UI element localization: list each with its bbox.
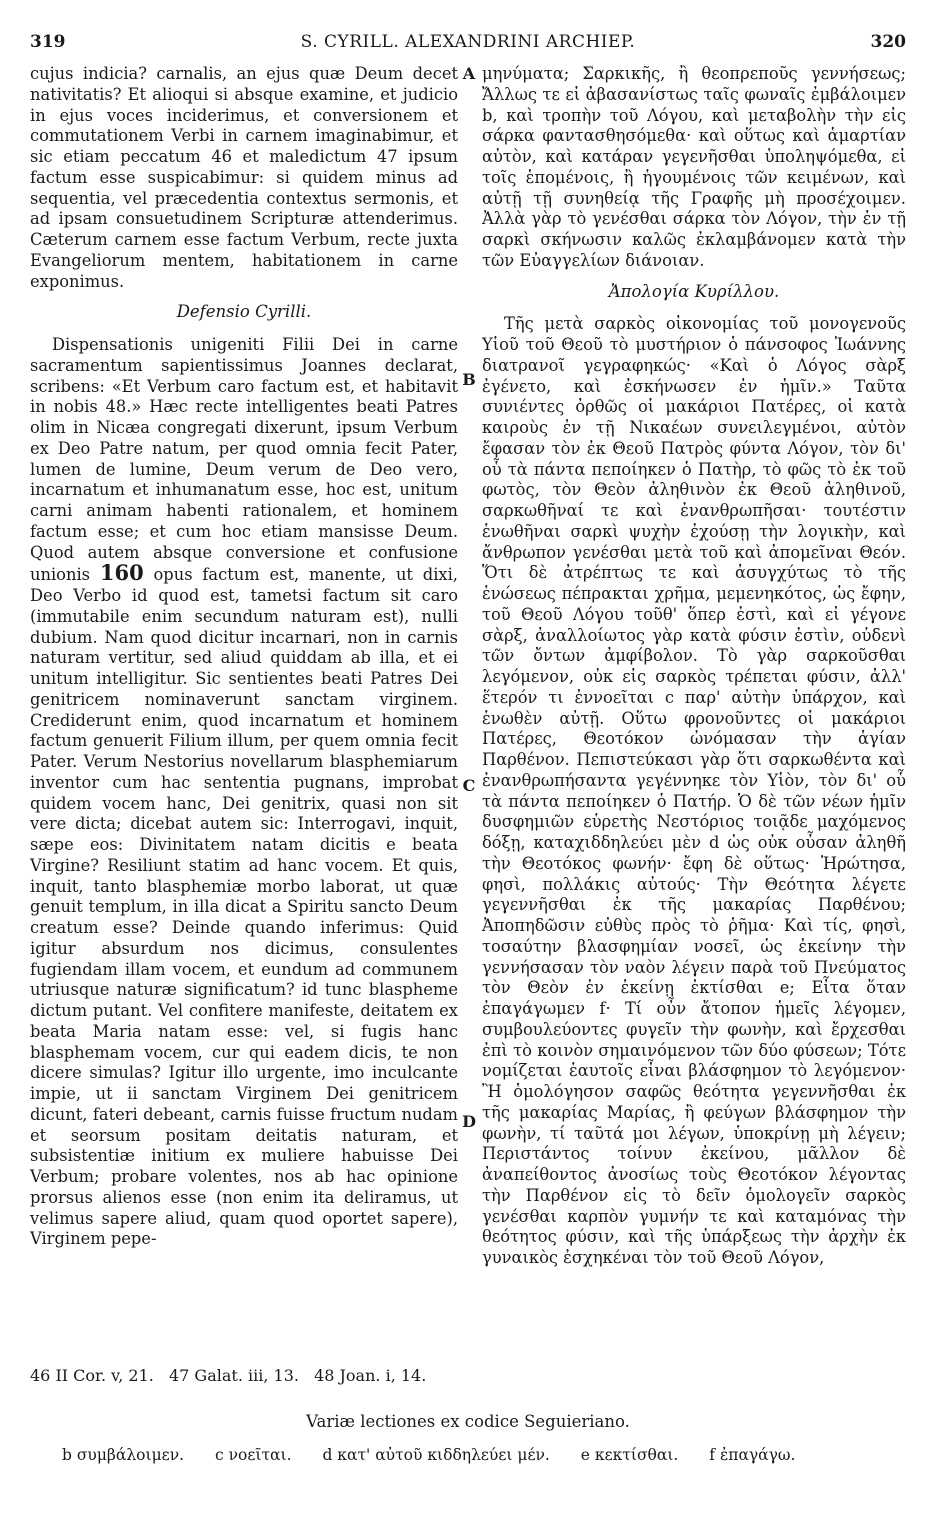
page-number-right: 320 — [870, 32, 906, 52]
section-marker-a: A — [462, 64, 476, 83]
greek-paragraph-2: Τῆς μετὰ σαρκὸς οἰκονομίας τοῦ μονογενοῦς Υἱοῦ τοῦ Θεοῦ τὸ μυστήριον ὁ πάνσοφος Ἰωάννης διατρανοῖ γεγραφηκώς· «Καὶ ὁ Λόγος σὰρξ ἐγένετο, καὶ ἐσκήνωσεν ἐν ἡμῖν.» Ταῦτα συνιέντες ὀρθῶς οἱ μακάριοι Πατέρες, οἱ κατὰ καιροὺς ἐν τῇ Νικαέων συνειλεγμένοι, αὐτὸν ἔφασαν τὸν ἐκ Θεοῦ Πατρὸς φύντα Λόγον, τὸν δι' οὗ τὰ πάντα πεποίηκεν ὁ Πατὴρ, τὸ φῶς τὸ ἐκ τοῦ φωτὸς, τὸν Θεὸν ἀληθινὸν ἐκ Θεοῦ ἀληθινοῦ, σαρκωθῆναί τε καὶ ἐνανθρωπῆσαι· τουτέστιν ἑνωθῆναι σαρκὶ ψυχὴν ἐχούσῃ τὴν λογικὴν, καὶ ἄνθρωπον γενέσθαι μετὰ τοῦ καὶ ἀπομεῖναι Θεόν. Ὅτι δὲ ἀτρέπτως τε καὶ ἀσυγχύτως τὸ τῆς ἑνώσεως πέπρακται χρῆμα, μεμενηκότος, ὡς ἔφην, τοῦ Θεοῦ Λόγου τοῦθ' ὅπερ ἐστὶ, καὶ εἰ γέγονε σὰρξ, ἀναλλοίωτος γὰρ κατὰ φύσιν ἐστὶν, οὐδενὶ τῶν ὄντων ἀμφίβολον. Τὸ γὰρ σαρκοῦσθαι λεγόμενον, οὐκ εἰς σαρκὸς τρέπεται φύσιν, ἀλλ' ἕτερόν τι ἐννοεῖται c παρ' αὐτὴν ὑπάρχον, καὶ ἑνωθὲν αὐτῇ. Οὕτω φρονοῦντες οἱ μακάριοι Πατέρες, Θεοτόκον ὠνόμασαν τὴν ἁγίαν Παρθένον. Πεπιστεύκασι γὰρ ὅτι σαρκωθέντα καὶ ἐνανθρωπήσαντα γεγέννηκε τὸν Υἱὸν, τὸν δι' οὗ τὰ πάντα πεποίηκεν ὁ Πατήρ. Ὁ δὲ τῶν νέων ἡμῖν δυσφημιῶν εὑρετὴς Νεστόριος τοιᾷδε μαχόμενος δόξῃ, καταχιδδηλεύει μὲν d ὡς οὐκ οὖσαν ἀληθῆ τὴν Θεοτόκος φωνήν· ἔφη δὲ οὕτως· Ἠρώτησα, φησὶ, πολλάκις αὐτούς· Τὴν Θεότητα λέγετε γεγεννῆσθαι ἐκ τῆς μακαρίας Παρθένου; Ἀποπηδῶσιν εὐθὺς πρὸς τὸ ῥῆμα· Καὶ τίς, φησὶ, τοσαύτην βλασφημίαν νοσεῖ, ὡς ἐκείνην τὴν γεννήσασαν τὸν ναὸν λέγειν παρὰ τοῦ Πνεύματος τὸν Θεὸν ἐν ἐκείνῃ ἐκτίσθαι e; Εἶτα ὅταν ἐπαγάγωμεν f· Τί οὖν ἄτοπον ἡμεῖς λέγομεν, συμβουλεύοντες φυγεῖν τὴν φωνὴν, καὶ ἔρχεσθαι ἐπὶ τὸ κοινὸν σημαινόμενον τῶν δύο φύσεων; Τότε νομίζεται ἑαυτοῖς εἶναι βλάσφημον τὸ λεγόμενον· Ἢ ὁμολόγησον σαφῶς θεότητα γεγεννῆσθαι ἐκ τῆς μακαρίας Μαρίας, ἢ φεύγων βλάσφημον τὴν φωνὴν, τί ταῦτά μοι λέγων, ὑποκρίνῃ μὴ λέγειν; Περιστάντος τοίνυν ἐκείνου, μᾶλλον δὲ ἀναπείθοντος ἀνοσίως τοὺς Θεοτόκον λέγοντας τὴν Παρθένον εἰς τὸ δεῖν ὁμολογεῖν σαρκὸς γενέσθαι καρπὸν γυμνήν τε καὶ καταμόνας τὴν θεότητος φύσιν, καὶ τῆς ὑπάρξεως τὴν ἀρχὴν ἐκ γυναικὸς ἐσχηκέναι τὸν τοῦ Θεοῦ Λόγον, — [482, 314, 906, 1267]
variae-lectiones-title: Variæ lectiones ex codice Seguieriano. — [306, 1412, 630, 1431]
footnote-46: 46 II Cor. v, 21. — [30, 1366, 154, 1385]
latin-column — [30, 64, 458, 1250]
page-number-left: 319 — [30, 32, 66, 52]
running-title: S. CYRILL. ALEXANDRINI ARCHIEP. — [300, 32, 636, 52]
greek-column — [482, 64, 906, 1269]
page-header — [30, 32, 906, 60]
column-number: 160 — [99, 560, 144, 586]
latin-paragraph-2a: Dispensationis unigeniti Filii Dei in carne sacramentum sapientissimus Joannes declarat, scribens: «Et Verbum caro factum est, et habitavit in nobis 48.» Hæc recte intelligentes beati Patres olim in Nicæa congregati dixerunt, ipsum Verbum ex Deo Patre natum, per quod omnia fecit Pater, lumen de lumine, Deum verum de Deo vero, incarnatum et inhumanatum esse, hoc est, unitum carni animam habenti rationalem, et hominem factum esse; et cum hoc etiam mansisse Deum. Quod autem absque conversione et confusione unionis — [30, 335, 458, 585]
latin-paragraph-2b: opus factum est, manente, ut dixi, Deo Verbo id quod est, tametsi factum sit caro (immutabile enim secundum naturam est), nulli dubium. Nam quod dicitur incarnari, non in carnis naturam vertitur, sed aliud quiddam ab illa, et ei unitum intelligitur. Sic sentientes beati Patres Dei genitricem nominaverunt sanctam virginem. Crediderunt enim, quod incarnatum et hominem factum genuerit Filium illum, per quem omnia fecit Pater. Verum Nestorius novellarum blasphemiarum inventor cum hac sententia pugnans, improbat quidem vocem hanc, Dei genitrix, quasi non sit vere dicta; dicebat autem sic: Interrogavi, inquit, sæpe eos: Divinitatem natam dicitis e beata Virgine? Resiliunt statim ad hanc vocem. Et quis, inquit, tanto blasphemiæ morbo laborat, ut quæ genuit templum, in illa dicat a Spiritu sancto Deum creatum esse? Deinde quando inferimus: Quid igitur absurdum nos dicimus, consulentes fugiendam illam vocem, et eundum ad communem utriusque naturæ significatum? id tunc blaspheme dictum putant. Vel confitere manifeste, deitatem ex beata Maria natam esse: vel, si fugis hanc blasphemam vocem, cur qui eadem dicis, te non dicere simulas? Igitur illo urgente, imo inculcante impie, ut ii sanctam Virginem Dei genitricem dicunt, fateri debeant, carnis fuisse fructum nudam et seorsum positam deitatis naturam, et subsistentiæ initium ex muliere habuisse Dei Verbum; probare volentes, nos ab hac opinione prorsus alienos esse (non enim ita deliramus, ut velimus sapere aliud, quam quod oportet sapere), Virginem pepe- — [30, 565, 458, 1249]
latin-paragraph-1: cujus indicia? carnalis, an ejus quæ Deum decet nativitatis? Et alioqui si absque examine, et judicio in ejus voces inciderimus, et conversionem et commutationem Verbi in carnem imaginabimur, et sic etiam peccatum 46 et maledictum 47 ipsum factum esse suspicabimur: si quidem minus ad sequentia, vel præcedentia contextus sermonis, et ad ipsam consuetudinem Scripturæ attenderimus. Cæterum carnem esse factum Verbum, recte juxta Evangeliorum mentem, habitationem in carne exponimus. — [30, 64, 458, 291]
variant-d: d κατ' αὐτοῦ κιδδηλεύει μέν. — [322, 1446, 550, 1464]
variae-lectiones — [62, 1446, 821, 1464]
latin-paragraph-2 — [30, 335, 458, 1250]
footnote-48: 48 Joan. i, 14. — [314, 1366, 427, 1385]
section-marker-c: C — [462, 776, 476, 795]
variant-f: f ἐπαγάγω. — [709, 1446, 796, 1464]
section-marker-d: D — [462, 1112, 476, 1131]
footnote-47: 47 Galat. iii, 13. — [168, 1366, 299, 1385]
greek-section-heading: Ἀπολογία Κυρίλλου. — [608, 281, 780, 301]
footnotes — [30, 1366, 436, 1385]
latin-section-heading: Defensio Cyrilli. — [176, 302, 312, 322]
variant-c: c νοεῖται. — [214, 1446, 292, 1464]
section-marker-b: B — [462, 370, 476, 389]
greek-paragraph-1: μηνύματα; Σαρκικῆς, ἢ θεοπρεποῦς γεννήσεως; Ἄλλως τε εἰ ἀβασανίστως ταῖς φωναῖς ἐμβάλοιμεν b, καὶ τροπὴν τοῦ Λόγου, καὶ μεταβολὴν τὴν εἰς σάρκα φαντασθησόμεθα· καὶ οὕτως καὶ ἁμαρτίαν αὐτὸν, καὶ κατάραν γεγενῆσθαι ὑποληψόμεθα, εἰ τοῖς ἑπομένοις, ἢ ἡγουμένοις τῶν κειμένων, καὶ αὐτῇ τῇ συνηθείᾳ τῆς Γραφῆς μὴ προσέχοιμεν. Ἀλλὰ γὰρ τὸ γενέσθαι σάρκα τὸν Λόγον, τὴν ἐν τῇ σαρκὶ σκήνωσιν καλῶς ἐκλαμβάνομεν κατὰ τὴν τῶν Εὐαγγελίων διάνοιαν. — [482, 64, 906, 270]
variant-b: b συμβάλοιμεν. — [62, 1446, 185, 1464]
variant-e: e κεκτίσθαι. — [580, 1446, 679, 1464]
